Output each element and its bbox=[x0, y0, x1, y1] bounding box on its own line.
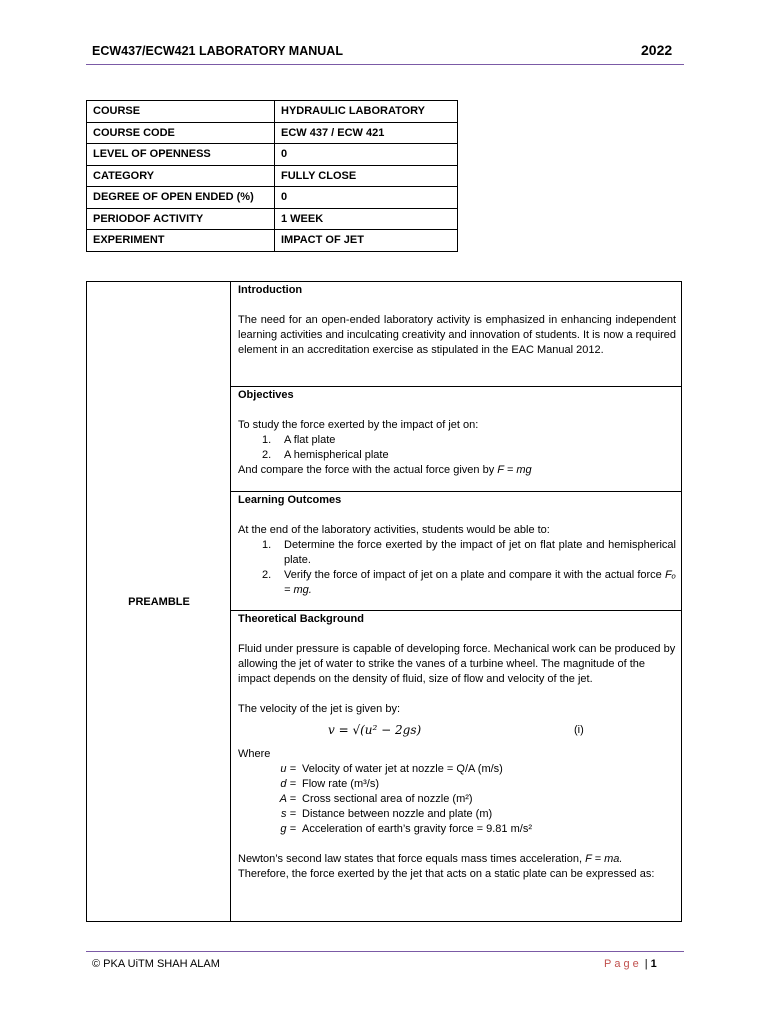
info-key: DEGREE OF OPEN ENDED (%) bbox=[87, 187, 275, 209]
objectives-list bbox=[238, 433, 676, 463]
introduction-heading: Introduction bbox=[238, 284, 303, 296]
list-item: 1. A flat plate bbox=[262, 434, 336, 446]
list-item: g = Acceleration of earth’s gravity force = 9.81 m/s² bbox=[280, 823, 532, 835]
preamble-table bbox=[86, 281, 682, 922]
list-item: 2. Verify the force of impact of jet on a plate and compare it with the actual force Fₒ = mg. bbox=[262, 569, 676, 596]
variable-list bbox=[238, 762, 676, 837]
info-value: ECW 437 / ECW 421 bbox=[275, 122, 458, 144]
learning-outcomes-list bbox=[238, 538, 676, 598]
header-divider bbox=[86, 64, 684, 65]
where-label: Where bbox=[238, 748, 271, 760]
learning-outcomes-section bbox=[231, 492, 682, 611]
info-value: 0 bbox=[275, 144, 458, 166]
table-row bbox=[87, 230, 458, 252]
list-item: 1. Determine the force exerted by the impact of jet on flat plate and hemispherical plate. bbox=[262, 539, 676, 566]
list-item: u = Velocity of water jet at nozzle = Q/A (m/s) bbox=[280, 763, 503, 775]
course-info-table bbox=[86, 100, 458, 252]
info-value: HYDRAULIC LABORATORY bbox=[275, 101, 458, 123]
list-item: d = Flow rate (m³/s) bbox=[280, 778, 379, 790]
velocity-intro: The velocity of the jet is given by: bbox=[238, 703, 401, 715]
page-separator: | bbox=[644, 958, 648, 970]
table-row bbox=[87, 187, 458, 209]
info-key: PERIODOF ACTIVITY bbox=[87, 208, 275, 230]
learning-outcomes-intro: At the end of the laboratory activities, students would be able to: bbox=[238, 524, 550, 536]
introduction-section bbox=[231, 282, 682, 387]
page-label: Page bbox=[604, 958, 642, 970]
equation-formula: v = √(u² − 2gs) bbox=[328, 723, 422, 737]
objectives-intro: To study the force exerted by the impact of jet on: bbox=[238, 419, 479, 431]
table-row bbox=[87, 101, 458, 123]
info-key: LEVEL OF OPENNESS bbox=[87, 144, 275, 166]
info-key: COURSE bbox=[87, 101, 275, 123]
theory-heading: Theoretical Background bbox=[238, 613, 364, 625]
theory-paragraph: Fluid under pressure is capable of developing force. Mechanical work can be produced by allowing the jet of water to strike the vanes of a turbine wheel. The magnitude of the impact depends on the density of fluid, size of flow and velocity of the jet. bbox=[238, 643, 676, 685]
list-item: 2. A hemispherical plate bbox=[262, 449, 389, 461]
learning-outcomes-heading: Learning Outcomes bbox=[238, 494, 342, 506]
table-row bbox=[87, 165, 458, 187]
equation-number: (i) bbox=[574, 724, 584, 736]
list-item: s = Distance between nozzle and plate (m) bbox=[281, 808, 493, 820]
info-key: CATEGORY bbox=[87, 165, 275, 187]
newton-text: Newton’s second law states that force equals mass times acceleration, F = ma. Therefore, the force exerted by the jet that acts on a static plate can be expressed as: bbox=[238, 853, 655, 880]
manual-year: 2022 bbox=[641, 42, 673, 58]
list-item: A = Cross sectional area of nozzle (m²) bbox=[279, 793, 473, 805]
preamble-label: PREAMBLE bbox=[128, 596, 190, 608]
manual-title: ECW437/ECW421 LABORATORY MANUAL bbox=[92, 44, 343, 58]
info-key: EXPERIMENT bbox=[87, 230, 275, 252]
info-value: 0 bbox=[275, 187, 458, 209]
table-row bbox=[87, 144, 458, 166]
objectives-heading: Objectives bbox=[238, 389, 294, 401]
footer-copyright: © PKA UiTM SHAH ALAM bbox=[92, 958, 220, 970]
footer-page-number bbox=[604, 958, 657, 970]
theory-section bbox=[231, 611, 682, 922]
objectives-outro: And compare the force with the actual force given by F = mg bbox=[238, 464, 532, 476]
info-value: FULLY CLOSE bbox=[275, 165, 458, 187]
velocity-equation bbox=[238, 717, 676, 747]
info-key: COURSE CODE bbox=[87, 122, 275, 144]
objectives-section bbox=[231, 387, 682, 492]
page-number: 1 bbox=[650, 958, 657, 970]
table-row bbox=[87, 208, 458, 230]
info-value: 1 WEEK bbox=[275, 208, 458, 230]
introduction-text: The need for an open-ended laboratory activity is emphasized in enhancing independent learning activities and inculcating creativity and innovation of students. It is now a required element in an accreditation exercise as stipulated in the EAC Manual 2012. bbox=[238, 314, 676, 356]
table-row bbox=[87, 122, 458, 144]
footer-divider bbox=[86, 951, 684, 952]
info-value: IMPACT OF JET bbox=[275, 230, 458, 252]
